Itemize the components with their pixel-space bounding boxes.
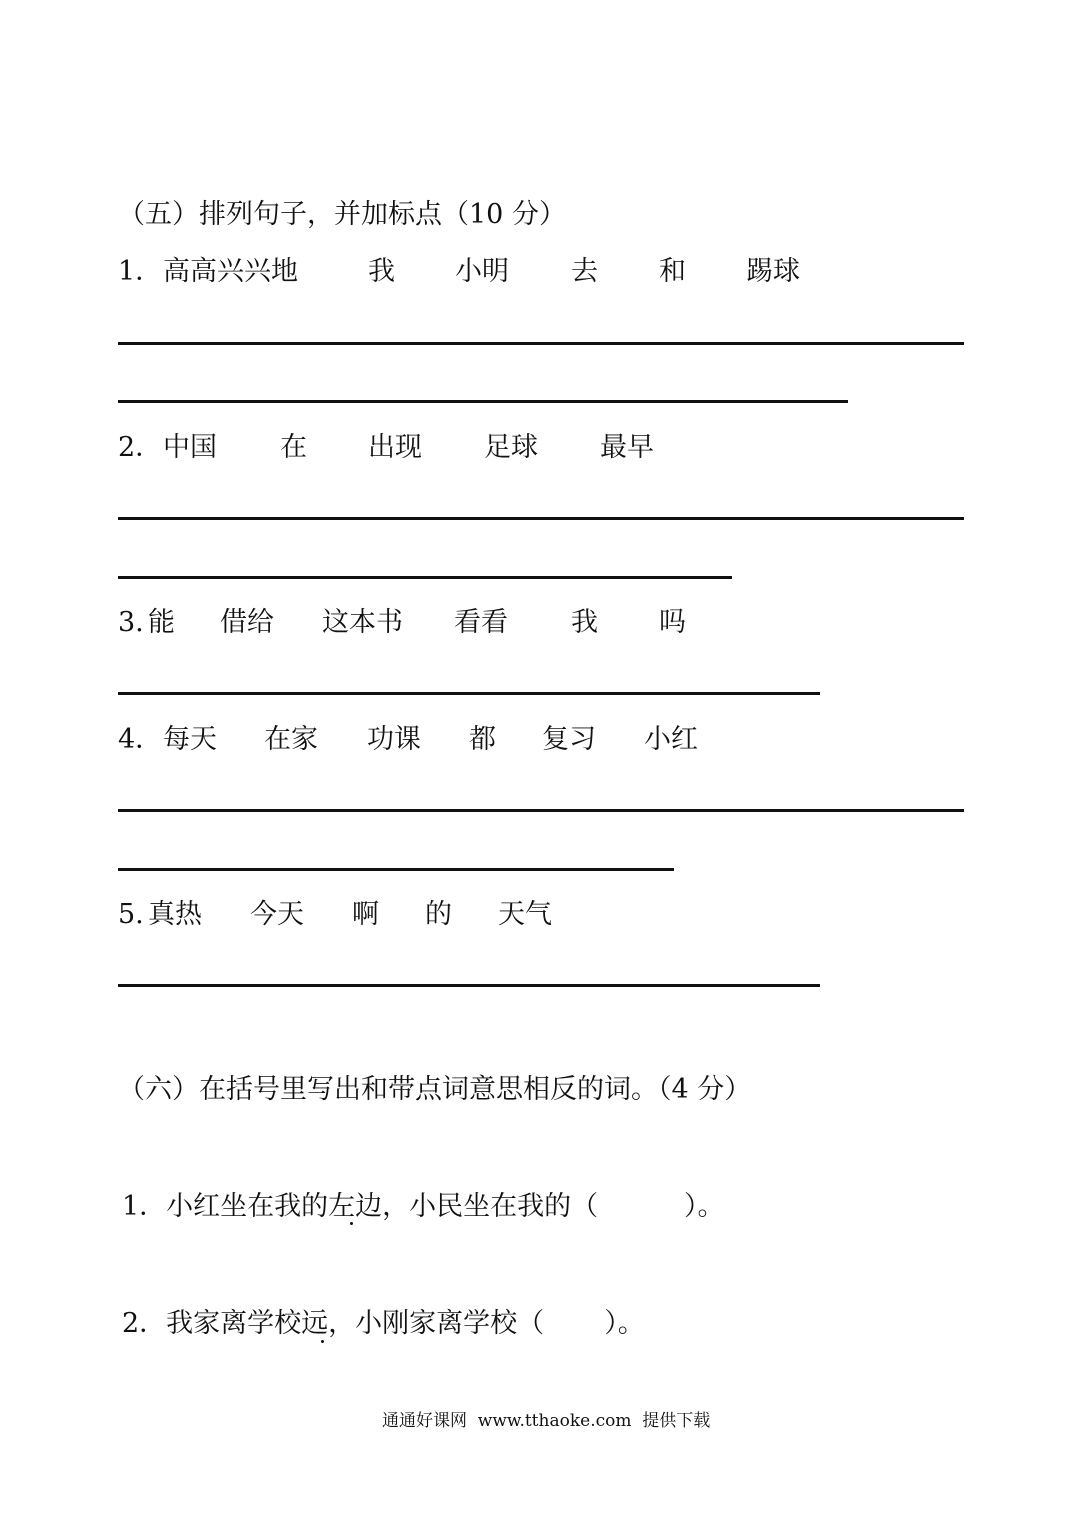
item2-word: 出现 (368, 432, 422, 463)
section5-title: （五）排列句子，并加标点（10 分） (118, 199, 566, 230)
section6-title: （六）在括号里写出和带点词意思相反的词。（4 分） (118, 1074, 752, 1105)
item4-word: 每天 (163, 724, 217, 755)
item2-word: 在 (280, 432, 307, 463)
answer-line[interactable] (118, 692, 820, 695)
item1-word: 和 (659, 256, 686, 287)
emphasis-dot (321, 1340, 324, 1343)
item3-word: 我 (571, 607, 598, 638)
item4-word: 都 (469, 724, 496, 755)
answer-line[interactable] (118, 517, 964, 520)
item1-word: 我 (368, 256, 395, 287)
footer-credit: 通通好课网 www.tthaoke.com 提供下载 (382, 1411, 711, 1431)
item3-number: 3. (118, 607, 144, 638)
answer-line[interactable] (118, 576, 732, 579)
item1-word: 踢球 (746, 256, 800, 287)
item1-number: 1． (118, 256, 163, 287)
item4-word: 在家 (264, 724, 318, 755)
item4-number: 4． (118, 724, 163, 755)
item2-word: 中国 (163, 432, 217, 463)
item4-word: 功课 (367, 724, 421, 755)
item5-word: 的 (425, 899, 452, 930)
item5-word: 真热 (148, 899, 202, 930)
item2-word: 足球 (484, 432, 538, 463)
item5-word: 啊 (352, 899, 379, 930)
item3-word: 看看 (454, 607, 508, 638)
item1-word: 高高兴兴地 (163, 256, 298, 287)
answer-line[interactable] (118, 400, 848, 403)
question-1: 1．小红坐在我的左边，小民坐在我的（ ）。 (122, 1191, 725, 1222)
item4-word: 小红 (644, 724, 698, 755)
item2-number: 2． (118, 432, 163, 463)
question-2: 2．我家离学校远，小刚家离学校（ ）。 (122, 1308, 645, 1339)
answer-line[interactable] (118, 984, 820, 987)
item5-word: 天气 (498, 899, 552, 930)
item1-word: 小明 (455, 256, 509, 287)
item5-word: 今天 (250, 899, 304, 930)
item2-word: 最早 (600, 432, 654, 463)
answer-line[interactable] (118, 342, 964, 345)
answer-line[interactable] (118, 868, 674, 871)
item4-word: 复习 (542, 724, 596, 755)
item5-number: 5. (118, 899, 144, 930)
answer-line[interactable] (118, 809, 964, 812)
item3-word: 这本书 (322, 607, 403, 638)
item3-word: 能 (148, 607, 175, 638)
emphasis-dot (350, 1222, 353, 1225)
item1-word: 去 (571, 256, 598, 287)
item3-word: 吗 (659, 607, 686, 638)
item3-word: 借给 (220, 607, 274, 638)
